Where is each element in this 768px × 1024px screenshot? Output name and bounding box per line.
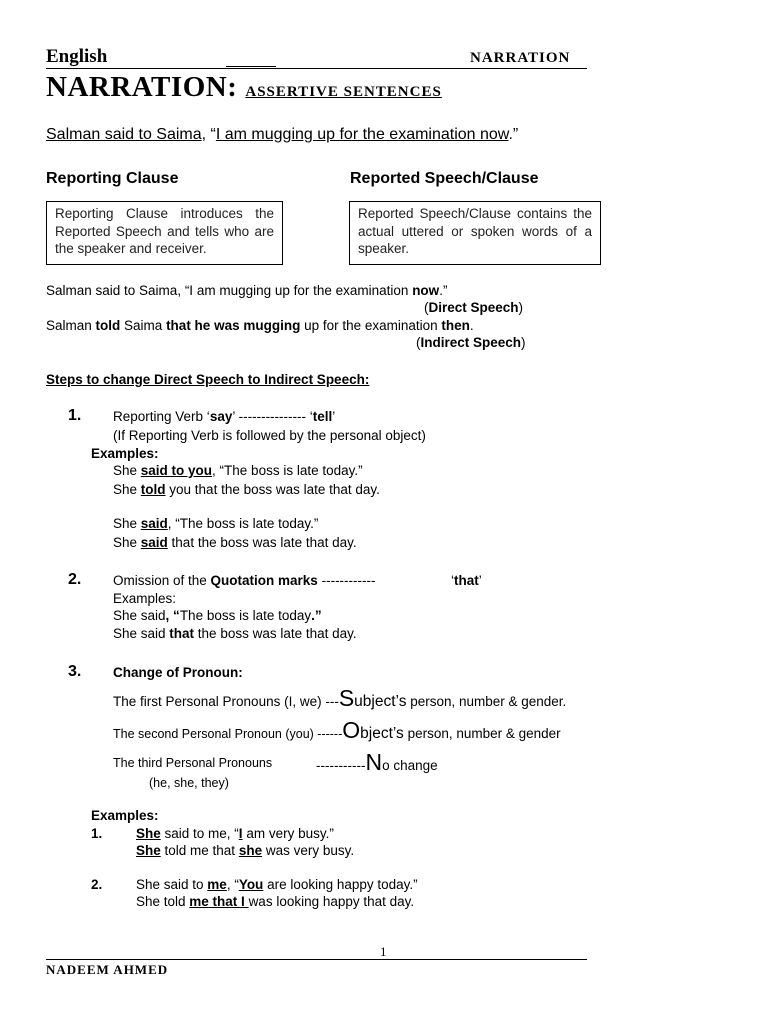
direct-end: .”	[439, 283, 448, 298]
e1b-4: was very busy.	[262, 843, 355, 858]
step3-examples-label: Examples:	[91, 808, 159, 823]
s2-bold: Quotation marks	[210, 573, 318, 588]
step1-number: 1.	[68, 407, 82, 424]
r2-word: bject’s	[360, 725, 404, 742]
r2-letter: O	[342, 717, 361, 743]
pronoun-rule-3-tail	[316, 749, 438, 775]
reported-speech-box: Reported Speech/Clause contains the actual uttered or spoken words of a speaker.	[349, 201, 601, 265]
step2-that	[451, 573, 482, 588]
step1-example-2b	[113, 535, 357, 550]
s2a-4: .”	[311, 608, 322, 623]
e2a-5: are looking happy today.”	[263, 877, 418, 892]
s1-end: ’	[332, 409, 336, 424]
s2b-2: that	[169, 626, 195, 641]
e2a-1: She said to	[136, 877, 208, 892]
step1-examples-label: Examples:	[91, 446, 159, 461]
e1b-1: She	[136, 843, 161, 858]
s2a-2: , “	[165, 608, 180, 623]
step3-example-2a	[136, 877, 418, 892]
direct-speech-label	[424, 300, 523, 315]
example-sentence	[46, 126, 518, 144]
indirect-label-open: (	[416, 335, 421, 350]
indirect-speech-sentence	[46, 318, 474, 333]
r1-pre: The first Personal Pronouns (I, we) ---	[113, 694, 339, 709]
subject-label: English	[46, 46, 108, 67]
reporting-clause-heading: Reporting Clause	[46, 170, 179, 187]
r2-post: person, number & gender	[403, 726, 561, 741]
s1e1a-u: said to you	[140, 463, 213, 478]
topic-label: NARRATION	[470, 50, 571, 66]
step1-example-1a	[113, 463, 363, 478]
reported-part: I am mugging up for the examination now	[215, 126, 509, 143]
e1a-3: I	[238, 826, 243, 841]
reported-speech-heading: Reported Speech/Clause	[350, 170, 539, 187]
sentence-end: .”	[508, 126, 519, 143]
indirect-1: Salman	[46, 318, 96, 333]
direct-bold: now	[412, 283, 440, 298]
e2b-1: She told	[136, 894, 190, 909]
step2-line	[113, 573, 376, 588]
steps-heading: Steps to change Direct Speech to Indirect Speech:	[46, 372, 370, 387]
s2-dash: ------------	[317, 573, 376, 588]
step3-example-2b	[136, 894, 414, 909]
direct-text: Salman said to Saima, “I am mugging up for the examination	[46, 283, 413, 298]
e2a-3: , “	[226, 877, 239, 892]
step2-example-b	[113, 626, 357, 641]
direct-label-close: )	[518, 300, 524, 315]
title-main: NARRATION:	[46, 71, 238, 103]
reporting-part: Salman said to Saima	[46, 126, 202, 143]
s1e2b-u: said	[140, 535, 168, 550]
r1-word: ubject’s	[354, 693, 407, 710]
pronoun-rule-1	[113, 685, 567, 711]
author-name: NADEEM AHMED	[46, 962, 169, 977]
e2a-4: You	[238, 877, 264, 892]
page-title	[46, 71, 442, 104]
step3-number: 3.	[68, 663, 82, 680]
step3-example-1a	[136, 826, 334, 841]
step3-example1-number: 1.	[91, 826, 103, 841]
direct-label: Direct Speech	[428, 300, 519, 315]
s2b-3: the boss was late that day.	[194, 626, 357, 641]
s2b-1: She said	[113, 626, 170, 641]
s1e2a-pre: She	[113, 516, 141, 531]
direct-label-open: (	[424, 300, 429, 315]
r3-letter: N	[365, 749, 383, 775]
header-blank-line	[226, 66, 276, 67]
indirect-7: .	[469, 318, 474, 333]
s1e1a-post: , “The boss is late today.”	[212, 463, 363, 478]
step3-example2-number: 2.	[91, 877, 103, 892]
indirect-4: that he was mugging	[166, 318, 301, 333]
e1a-1: She	[136, 826, 161, 841]
header-rule	[46, 68, 587, 69]
pronoun-rule-3: The third Personal Pronouns	[113, 756, 273, 770]
s1e1b-pre: She	[113, 482, 141, 497]
step2-number: 2.	[68, 571, 82, 588]
direct-speech-sentence	[46, 283, 447, 298]
step1-line	[113, 409, 335, 424]
s1e2b-pre: She	[113, 535, 141, 550]
footer-rule	[46, 959, 587, 960]
r2-pre: The second Personal Pronoun (you) ------	[113, 727, 343, 741]
s1-mid: ’ --------------- ‘	[232, 409, 313, 424]
s1e2b-post: that the boss was late that day.	[167, 535, 357, 550]
s2-pre: Omission of the	[113, 573, 211, 588]
s1-say: say	[209, 409, 233, 424]
r3-post: o change	[382, 758, 438, 773]
indirect-speech-label	[416, 335, 526, 350]
e2b-3: was looking happy that day.	[248, 894, 415, 909]
step1-note: (If Reporting Verb is followed by the personal object)	[113, 428, 426, 443]
s1e1b-post: you that the boss was late that day.	[165, 482, 380, 497]
s1e2a-post: , “The boss is late today.”	[167, 516, 319, 531]
s2a-3: The boss is late today	[179, 608, 312, 623]
s2a-1: She said	[113, 608, 166, 623]
e2a-2: me	[207, 877, 227, 892]
reporting-clause-box: Reporting Clause introduces the Reported Speech and tells who are the speaker and receiver.	[46, 201, 283, 265]
pronoun-rule-2	[113, 717, 561, 743]
step1-example-1b	[113, 482, 380, 497]
s1e1a-pre: She	[113, 463, 141, 478]
s1e2a-u: said	[140, 516, 168, 531]
sentence-comma: , “	[201, 126, 216, 143]
s2-that-open: ‘	[451, 573, 454, 588]
r3-dash: -----------	[316, 758, 366, 773]
s2-that-close: ’	[478, 573, 482, 588]
e1b-3: she	[238, 843, 263, 858]
step3-example-1b	[136, 843, 354, 858]
indirect-6: then	[441, 318, 470, 333]
indirect-3: Saima	[120, 318, 167, 333]
step2-examples-label: Examples:	[113, 591, 177, 606]
step2-example-a	[113, 608, 322, 623]
s1-tell: tell	[312, 409, 333, 424]
page-number: 1	[380, 944, 387, 959]
indirect-5: up for the examination	[300, 318, 442, 333]
e1a-4: am very busy.”	[242, 826, 334, 841]
e1a-2: said to me, “	[160, 826, 239, 841]
title-sub: ASSERTIVE SENTENCES	[245, 84, 442, 100]
e1b-2: told me that	[160, 843, 239, 858]
s2-that-word: that	[454, 573, 479, 588]
indirect-label: Indirect Speech	[420, 335, 522, 350]
step1-example-2a	[113, 516, 318, 531]
indirect-2: told	[95, 318, 121, 333]
r1-letter: S	[338, 685, 355, 711]
e2b-2: me that I	[189, 894, 249, 909]
r1-post: person, number & gender.	[406, 694, 567, 709]
pronoun-rule-3-note: (he, she, they)	[149, 776, 229, 790]
step3-heading: Change of Pronoun:	[113, 665, 243, 680]
indirect-label-close: )	[521, 335, 526, 350]
s1-pre: Reporting Verb ‘	[113, 409, 210, 424]
s1e1b-u: told	[140, 482, 166, 497]
